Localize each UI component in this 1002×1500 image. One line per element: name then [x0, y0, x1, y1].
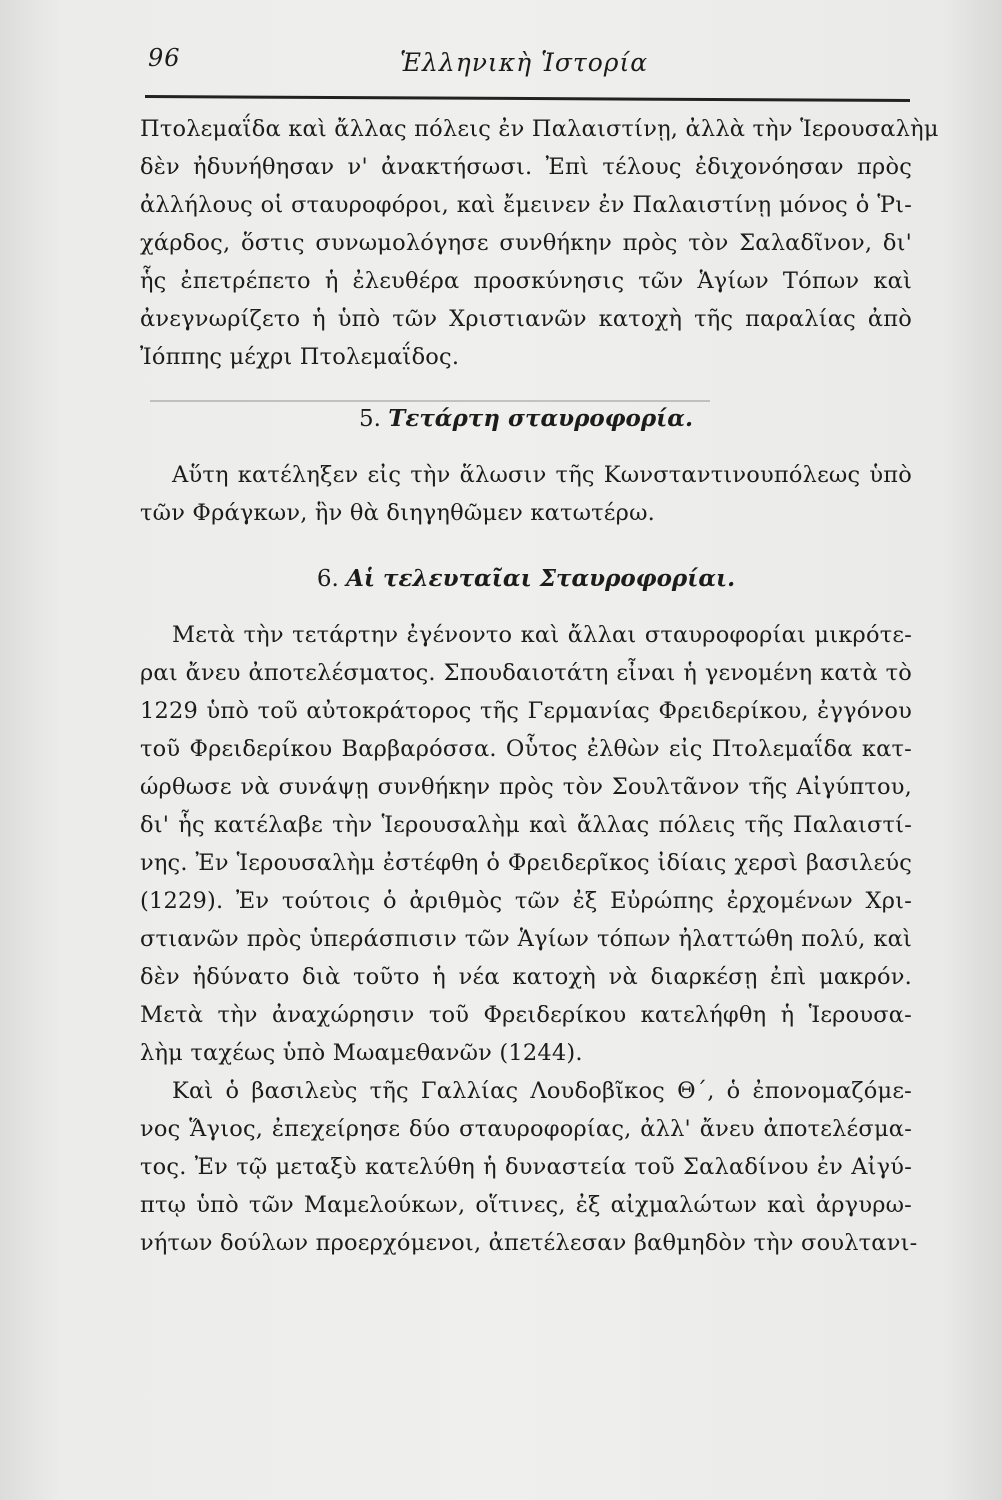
text-line: ἀλλήλους οἱ σταυροφόροι, καὶ ἔμεινεν ἐν Παλαιστίνῃ μόνος ὁ Ῥι- [140, 192, 912, 218]
text-line: δὲν ἠδύνατο διὰ τοῦτο ἡ νέα κατοχὴ νὰ διαρκέσῃ ἐπὶ μακρόν. [140, 964, 912, 990]
body-text [140, 110, 939, 1262]
text-line: ἧς ἐπετρέπετο ἡ ἐλευθέρα προσκύνησις τῶν Ἁγίων Τόπων καὶ [140, 268, 912, 294]
text-line: ώρθωσε νὰ συνάψῃ συνθήκην πρὸς τὸν Σουλτᾶνον τῆς Αἰγύπτου, [140, 774, 912, 800]
text-line: νήτων δούλων προερχόμενοι, ἀπετέλεσαν βαθμηδὸν τὴν σουλτανι- [140, 1230, 918, 1256]
text-line: νος Ἅγιος, ἐπεχείρησε δύο σταυροφορίας, ἀλλ' ἄνευ ἀποτελέσμα- [140, 1116, 912, 1142]
text-line: Αὕτη κατέληξεν εἰς τὴν ἅλωσιν τῆς Κωνσταντινουπόλεως ὑπὸ [172, 462, 912, 488]
text-line: Ἰόππης μέχρι Πτολεμαΐδος. [140, 344, 460, 370]
section-5-paragraph [140, 456, 912, 532]
running-title: Ἑλληνικὴ Ἱστορία [400, 48, 649, 77]
text-line: 1229 ὑπὸ τοῦ αὐτοκράτορος τῆς Γερμανίας Φρειδερίκου, ἐγγόνου [140, 698, 912, 724]
text-line: νης. Ἐν Ἱερουσαλὴμ ἐστέφθη ὁ Φρειδερῖκος ἰδίαις χερσὶ βασιλεύς [140, 850, 912, 876]
section-6-heading [140, 560, 912, 598]
text-line: δὲν ἠδυνήθησαν ν' ἀνακτήσωσι. Ἐπὶ τέλους ἐδιχονόησαν πρὸς [140, 154, 912, 180]
text-line: Μετὰ τὴν τετάρτην ἐγένοντο καὶ ἄλλαι σταυροφορίαι μικρότε- [172, 622, 912, 648]
paragraph-1 [140, 110, 939, 376]
text-line: λὴμ ταχέως ὑπὸ Μωαμεθανῶν (1244). [140, 1040, 583, 1066]
header-rule [145, 95, 910, 102]
text-line: Πτολεμαΐδα καὶ ἄλλας πόλεις ἐν Παλαιστίνῃ, ἀλλὰ τὴν Ἱερουσαλὴμ [140, 116, 939, 142]
text-line: χάρδος, ὅστις συνωμολόγησε συνθήκην πρὸς τὸν Σαλαδῖνον, δι' [140, 230, 912, 256]
section-number: 6. [316, 566, 339, 592]
section-title: Τετάρτη σταυροφορία. [388, 405, 694, 432]
text-line: τοῦ Φρειδερίκου Βαρβαρόσσα. Οὗτος ἐλθὼν εἰς Πτολεμαΐδα κατ- [140, 736, 912, 762]
page-number: 96 [148, 44, 181, 72]
text-line: δι' ἧς κατέλαβε τὴν Ἱερουσαλὴμ καὶ ἄλλας πόλεις τῆς Παλαιστί- [140, 812, 912, 838]
text-line: ραι ἄνευ ἀποτελέσματος. Σπουδαιοτάτη εἶναι ἡ γενομένη κατὰ τὸ [140, 660, 912, 686]
text-line: πτῳ ὑπὸ τῶν Μαμελούκων, οἵτινες, ἐξ αἰχμαλώτων καὶ ἀργυρω- [140, 1192, 912, 1218]
text-line: ἀνεγνωρίζετο ἡ ὑπὸ τῶν Χριστιανῶν κατοχὴ τῆς παραλίας ἀπὸ [140, 306, 912, 332]
text-line: Μετὰ τὴν ἀναχώρησιν τοῦ Φρειδερίκου κατελήφθη ἡ Ἱερουσα- [140, 1002, 912, 1028]
section-number: 5. [358, 406, 381, 432]
text-line: Καὶ ὁ βασιλεὺς τῆς Γαλλίας Λουδοβῖκος Θ΄, ὁ ἐπονομαζόμε- [172, 1078, 912, 1104]
section-6-paragraph-b [140, 1072, 918, 1262]
text-line: τος. Ἐν τῷ μεταξὺ κατελύθη ἡ δυναστεία τοῦ Σαλαδίνου ἐν Αἰγύ- [140, 1154, 912, 1180]
text-line: τῶν Φράγκων, ἣν θὰ διηγηθῶμεν κατωτέρω. [140, 500, 655, 526]
section-5-heading [140, 400, 912, 438]
section-6-paragraph-a [140, 616, 912, 1072]
text-line: στιανῶν πρὸς ὑπεράσπισιν τῶν Ἁγίων τόπων ἠλαττώθη πολύ, καὶ [140, 926, 912, 952]
section-title: Αἱ τελευταῖαι Σταυροφορίαι. [346, 565, 736, 592]
text-line: (1229). Ἐν τούτοις ὁ ἀριθμὸς τῶν ἐξ Εὐρώπης ἐρχομένων Χρι- [140, 888, 912, 914]
